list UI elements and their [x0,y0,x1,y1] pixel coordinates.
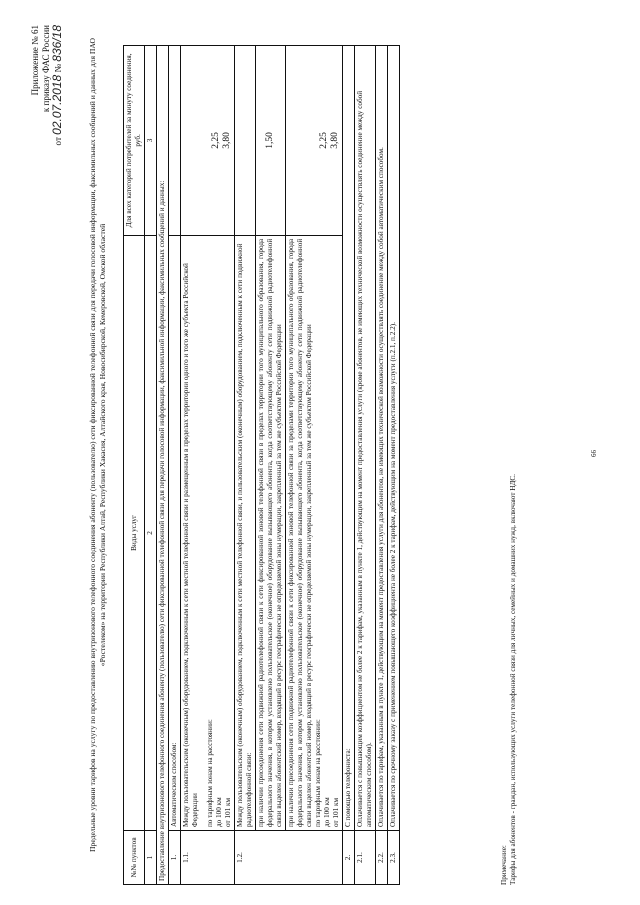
handwritten-date: 02.07.2018 [50,74,64,135]
table-row: 2.1. Оплачивается с повышающим коэффициентом не более 2 к тарифам, указанным в пункте 1, действующим на момент предоставления услуги (кроме абонентов, не имеющих технической возможности осуществлять соединение между собой автоматическим способом). [355,46,376,885]
table-row: при наличии присоединения сети подвижной радиотелефонной связи к сети фиксированной зоновой телефонной связи в пределах территории того муниципального образования, города федерального значения, в котором установлено пользовательское (оконечное) оборудование вызывающего абонента, когда соответствующему абоненту сети подвижной радиотелефонной связи выделен абонентский номер, входящий в ресурс географически не определяемой зоны нумерации, закрепленный за тем же субъектом Российской Федерации 1,50 [256,46,286,885]
document-heading: Предельные уровни тарифов на услугу по предоставлению внутризонового телефонного соединения абоненту (пользователю) сети фиксированной телефонной связи для передачи голосовой информации, факсимильных сообщений и данных для ПАО «Ростелеком» на территории Республики Алтай, Республики Хакасия, Алтайского края, Новосибирской, Кемеровской, Омской областей [88,38,107,852]
col-service-header: Виды услуг [124,235,145,830]
table-row: 1.2. Между пользовательским (оконечным) оборудованием, подключенным к сети местной телефонной связи, и пользовательским (оконечным) оборудованием, подключенным к сети подвижной радиотелефонной связи: [235,46,256,885]
appendix-date-line: от 02.07.2018 № 836/18 [50,25,64,146]
note-title: Примечание: [500,845,508,885]
appendix-title: Приложение № 61 [30,25,40,96]
col-number-header: №№ пунктов [124,831,145,885]
col-price-header: Для всех категорий потребителей за минуту соединения, руб. [124,46,145,236]
tariff-table [123,45,400,885]
page-number: 66 [590,450,598,457]
column-index-row: 1 2 3 [145,46,157,885]
price-value: 2,25 [319,132,329,149]
price-value: 3,80 [222,132,232,149]
price-value: 1,50 [256,46,286,236]
appendix-order: к приказу ФАС России [41,25,51,113]
table-row: 2. С помощью телефониста: [343,46,355,885]
price-value: 3,80 [330,132,340,149]
table-row: 1. Автоматическим способом: [169,46,181,885]
table-header-row [124,46,145,885]
price-value: 2,25 [211,132,221,149]
table-row: 1.1. Между пользовательским (оконечным) оборудованием, подключенным к сети местной телефонной связи и размещенным в пределах территории одного и того же субъекта Российской Федерации по тарифным зонам на расстоянии: до 100 км от 101 км 2,25 3,80 [181,46,235,885]
note-text: Тарифы для абонентов - граждан, использующих услуги телефонной связи для личных, семейных и домашних нужд, включают НДС. [509,474,517,885]
appendix-stamp [30,25,64,345]
section-row: Предоставление внутризонового телефонного соединения абоненту (пользователю) сети фиксированной телефонной связи для передачи голосовой информации, факсимильной информации, факсимильных сообщений и данных: [157,46,169,885]
table-row: 2.2. Оплачивается по тарифам, указанным в пункте 1, действующим на момент предоставления услуги для абонентов, не имеющих технической возможности осуществлять соединение между собой автоматическим способом. [376,46,388,885]
handwritten-number: 836/18 [50,25,64,62]
note-block [500,45,518,885]
table-row: 2.3. Оплачивается по срочному заказу с применением повышающего коэффициента не более 2 к тарифам, действующим на момент предоставления услуги (п.2.1, п.2.2). [388,46,400,885]
table-row: при наличии присоединения сети подвижной радиотелефонной связи к сети фиксированной зоновой телефонной связи за пределами территории того муниципального образования, города федерального значения, в котором установлено пользовательское (оконечное) оборудование вызывающего абонента, когда соответствующему абоненту сети подвижной радиотелефонной связи выделен абонентский номер, входящий в ресурс географически не определяемой зоны нумерации, закрепленный за тем же субъектом Российской Федерации по тарифным зонам на расстоянии: до 100 км от 101 км 2,25 3,80 [286,46,343,885]
